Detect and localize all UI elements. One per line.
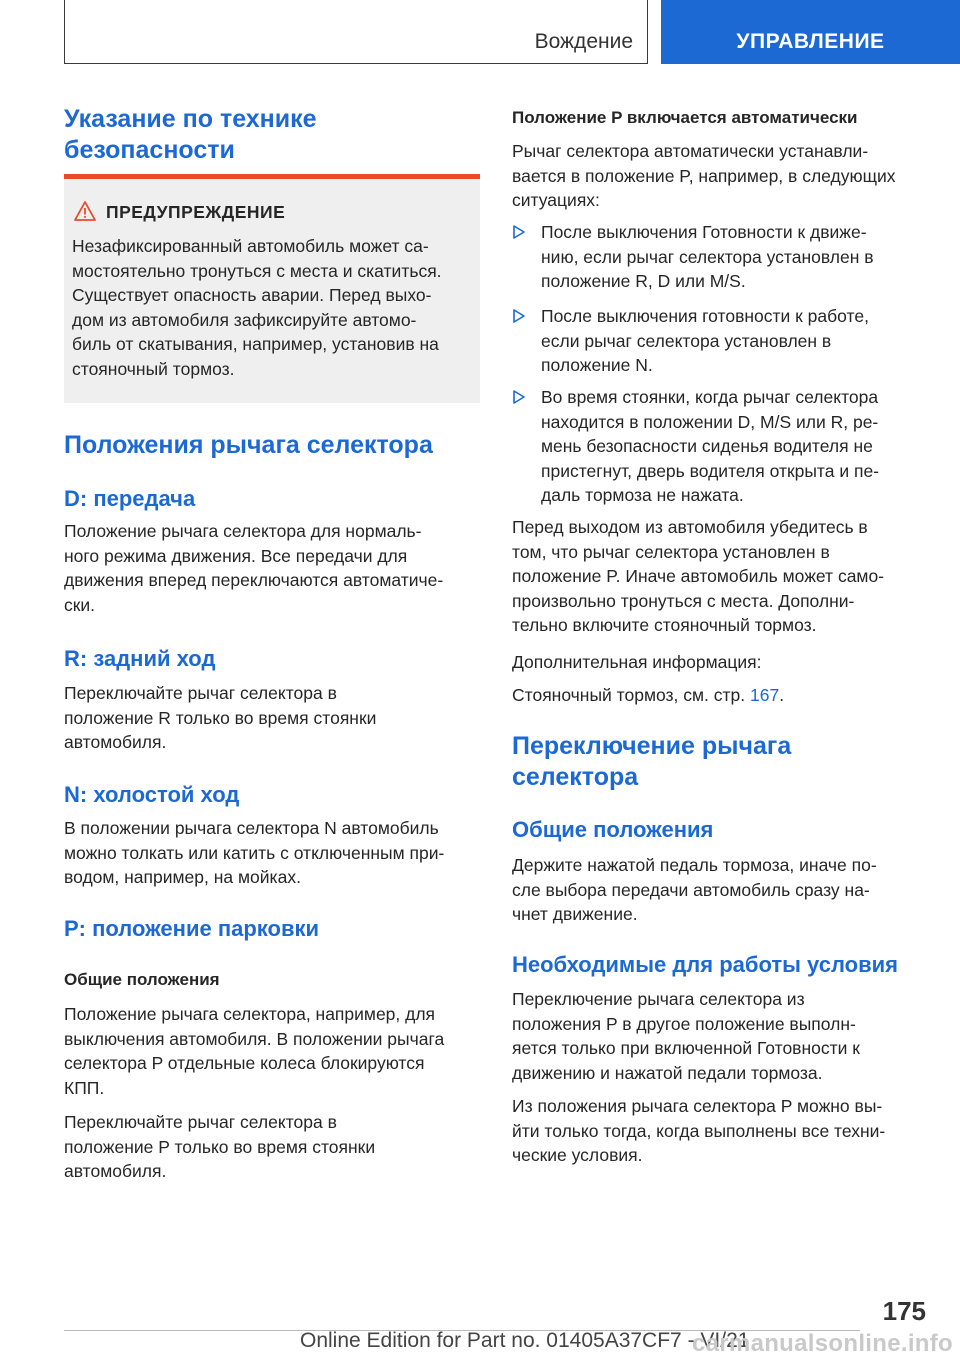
r-text	[64, 681, 480, 755]
general-line: сле выбора передачи автомобиль сразу на-	[512, 879, 870, 900]
exit-line: произвольно тронуться с места. Дополни-	[512, 590, 855, 611]
reference-line	[512, 683, 932, 708]
positions-title: Положения рычага селектора	[64, 431, 433, 459]
p-line: Положение рычага селектора, например, для	[64, 1004, 436, 1024]
page-number: 175	[882, 1296, 926, 1326]
exit-line: тельно включите стояночный тормоз.	[512, 615, 817, 635]
warning-line: Незафиксированный автомобиль может са-	[72, 236, 429, 256]
exit-text	[512, 515, 932, 638]
bullet-line: положение N.	[541, 355, 653, 375]
triangle-bullet-icon	[512, 224, 526, 240]
d-text	[64, 519, 480, 617]
warning-triangle-icon	[74, 201, 96, 221]
conditions-title: Необходимые для работы условия	[512, 952, 898, 977]
warning-line: биль от скатывания, например, установив на	[72, 334, 439, 354]
switch-title-line-2: селектора	[512, 763, 639, 791]
header-section-tab	[64, 0, 648, 64]
d-title: D: передача	[64, 486, 196, 511]
bullet-line: положение R, D или M/S.	[541, 271, 746, 291]
auto-p-line: ситуациях:	[512, 190, 600, 210]
bullet-line: мень безопасности сиденья водителя не	[541, 436, 873, 456]
bullet-text	[541, 220, 932, 294]
warning-box	[64, 179, 480, 403]
bullet-line: нию, если рычаг селектора установлен в	[541, 246, 874, 267]
conditions-text-2	[512, 1094, 932, 1168]
conditions-text-1	[512, 987, 932, 1085]
safety-title-line-1: Указание по технике	[64, 105, 317, 133]
list-item	[512, 385, 932, 509]
exit-line: том, что рычаг селектора установлен в	[512, 541, 830, 562]
p-text-1	[64, 1002, 480, 1100]
watermark: carmanualsonline.info	[692, 1330, 954, 1357]
n-line: можно толкать или катить с отключенным при-	[64, 842, 445, 863]
safety-title-line-2: безопасности	[64, 136, 235, 164]
p-text-2	[64, 1110, 480, 1184]
header-chapter-tab	[661, 0, 960, 64]
auto-p-line: вается в положение P, например, в следующих	[512, 165, 896, 186]
warning-line: дом из автомобиля зафиксируйте автомо-	[72, 309, 417, 330]
reference-dot: .	[779, 685, 785, 705]
r-line: автомобиля.	[64, 732, 167, 752]
warning-text	[72, 234, 480, 381]
r-line: положение R только во время стоянки	[64, 707, 377, 728]
r-line: Переключайте рычаг селектора в	[64, 683, 337, 703]
warning-line: мостоятельно тронуться с места и скатиться.	[72, 260, 442, 281]
conditions-line: яется только при включенной Готовности к	[512, 1038, 860, 1058]
header-chapter-label: УПРАВЛЕНИЕ	[736, 30, 885, 53]
bullet-line: После выключения Готовности к движе-	[541, 222, 867, 242]
bullet-line: даль тормоза не нажата.	[541, 485, 744, 505]
header-section-label: Вождение	[534, 30, 633, 53]
conditions-line: йти только тогда, когда выполнены все техни-	[512, 1120, 886, 1141]
warning-label: ПРЕДУПРЕЖДЕНИЕ	[106, 202, 286, 222]
auto-p-title: Положение P включается автоматически	[512, 108, 858, 127]
warning-line: Существует опасность аварии. Перед выхо-	[72, 285, 432, 305]
p-line: селектора P отдельные колеса блокируются	[64, 1053, 425, 1073]
conditions-line: Переключение рычага селектора из	[512, 989, 805, 1009]
d-line: движения вперед переключаются автоматиче-	[64, 570, 444, 590]
r-title: R: задний ход	[64, 646, 216, 671]
bullet-text	[541, 304, 932, 378]
general-line: чнет движение.	[512, 904, 638, 924]
bullet-text	[541, 385, 932, 508]
bullet-line: Во время стоянки, когда рычаг селектора	[541, 387, 879, 407]
footer-edition: Online Edition for Part no. 01405A37CF7 - VI/21	[300, 1329, 750, 1352]
p-title: P: положение парковки	[64, 916, 320, 941]
n-title: N: холостой ход	[64, 782, 240, 807]
triangle-bullet-icon	[512, 308, 526, 324]
p-line: автомобиля.	[64, 1161, 167, 1181]
exit-line: Перед выходом из автомобиля убедитесь в	[512, 517, 868, 537]
p-line: положение P только во время стоянки	[64, 1136, 376, 1157]
bullet-line: находится в положении D, M/S или R, ре-	[541, 411, 879, 432]
n-line: В положении рычага селектора N автомобиль	[64, 818, 439, 838]
exit-line: положение P. Иначе автомобиль может само-	[512, 566, 885, 586]
p-line: КПП.	[64, 1077, 105, 1098]
list-item	[512, 220, 932, 294]
d-line: ски.	[64, 594, 96, 615]
reference-text: Стояночный тормоз, см. стр.	[512, 685, 746, 705]
conditions-line: положения P в другое положение выполн-	[512, 1013, 856, 1034]
auto-p-line: Рычаг селектора автоматически устанавли-	[512, 141, 869, 161]
p-line: Переключайте рычаг селектора в	[64, 1112, 337, 1132]
reference-page-link[interactable]: 167	[750, 685, 780, 705]
auto-p-text	[512, 139, 932, 213]
more-info-label: Дополнительная информация:	[512, 652, 762, 672]
switch-title-line-1: Переключение рычага	[512, 732, 792, 760]
d-line: ного режима движения. Все передачи для	[64, 545, 408, 566]
warning-line: стояночный тормоз.	[72, 358, 235, 379]
general-text	[512, 853, 932, 927]
triangle-bullet-icon	[512, 389, 526, 405]
general-line: Держите нажатой педаль тормоза, иначе по-	[512, 855, 877, 875]
conditions-line: движению и нажатой педали тормоза.	[512, 1062, 823, 1083]
n-text	[64, 816, 480, 890]
p-general-title: Общие положения	[64, 970, 220, 989]
bullet-line: После выключения готовности к работе,	[541, 306, 869, 326]
conditions-line: Из положения рычага селектора P можно вы-	[512, 1096, 883, 1116]
d-line: Положение рычага селектора для нормаль-	[64, 521, 422, 541]
bullet-line: если рычаг селектора установлен в	[541, 330, 832, 351]
n-line: водом, например, на мойках.	[64, 867, 301, 887]
general-title: Общие положения	[512, 817, 714, 842]
bullet-line: пристегнут, дверь водителя открыта и пе-	[541, 460, 880, 481]
list-item	[512, 304, 932, 378]
conditions-line: ческие условия.	[512, 1145, 643, 1165]
p-line: выключения автомобиля. В положении рычага	[64, 1028, 445, 1049]
